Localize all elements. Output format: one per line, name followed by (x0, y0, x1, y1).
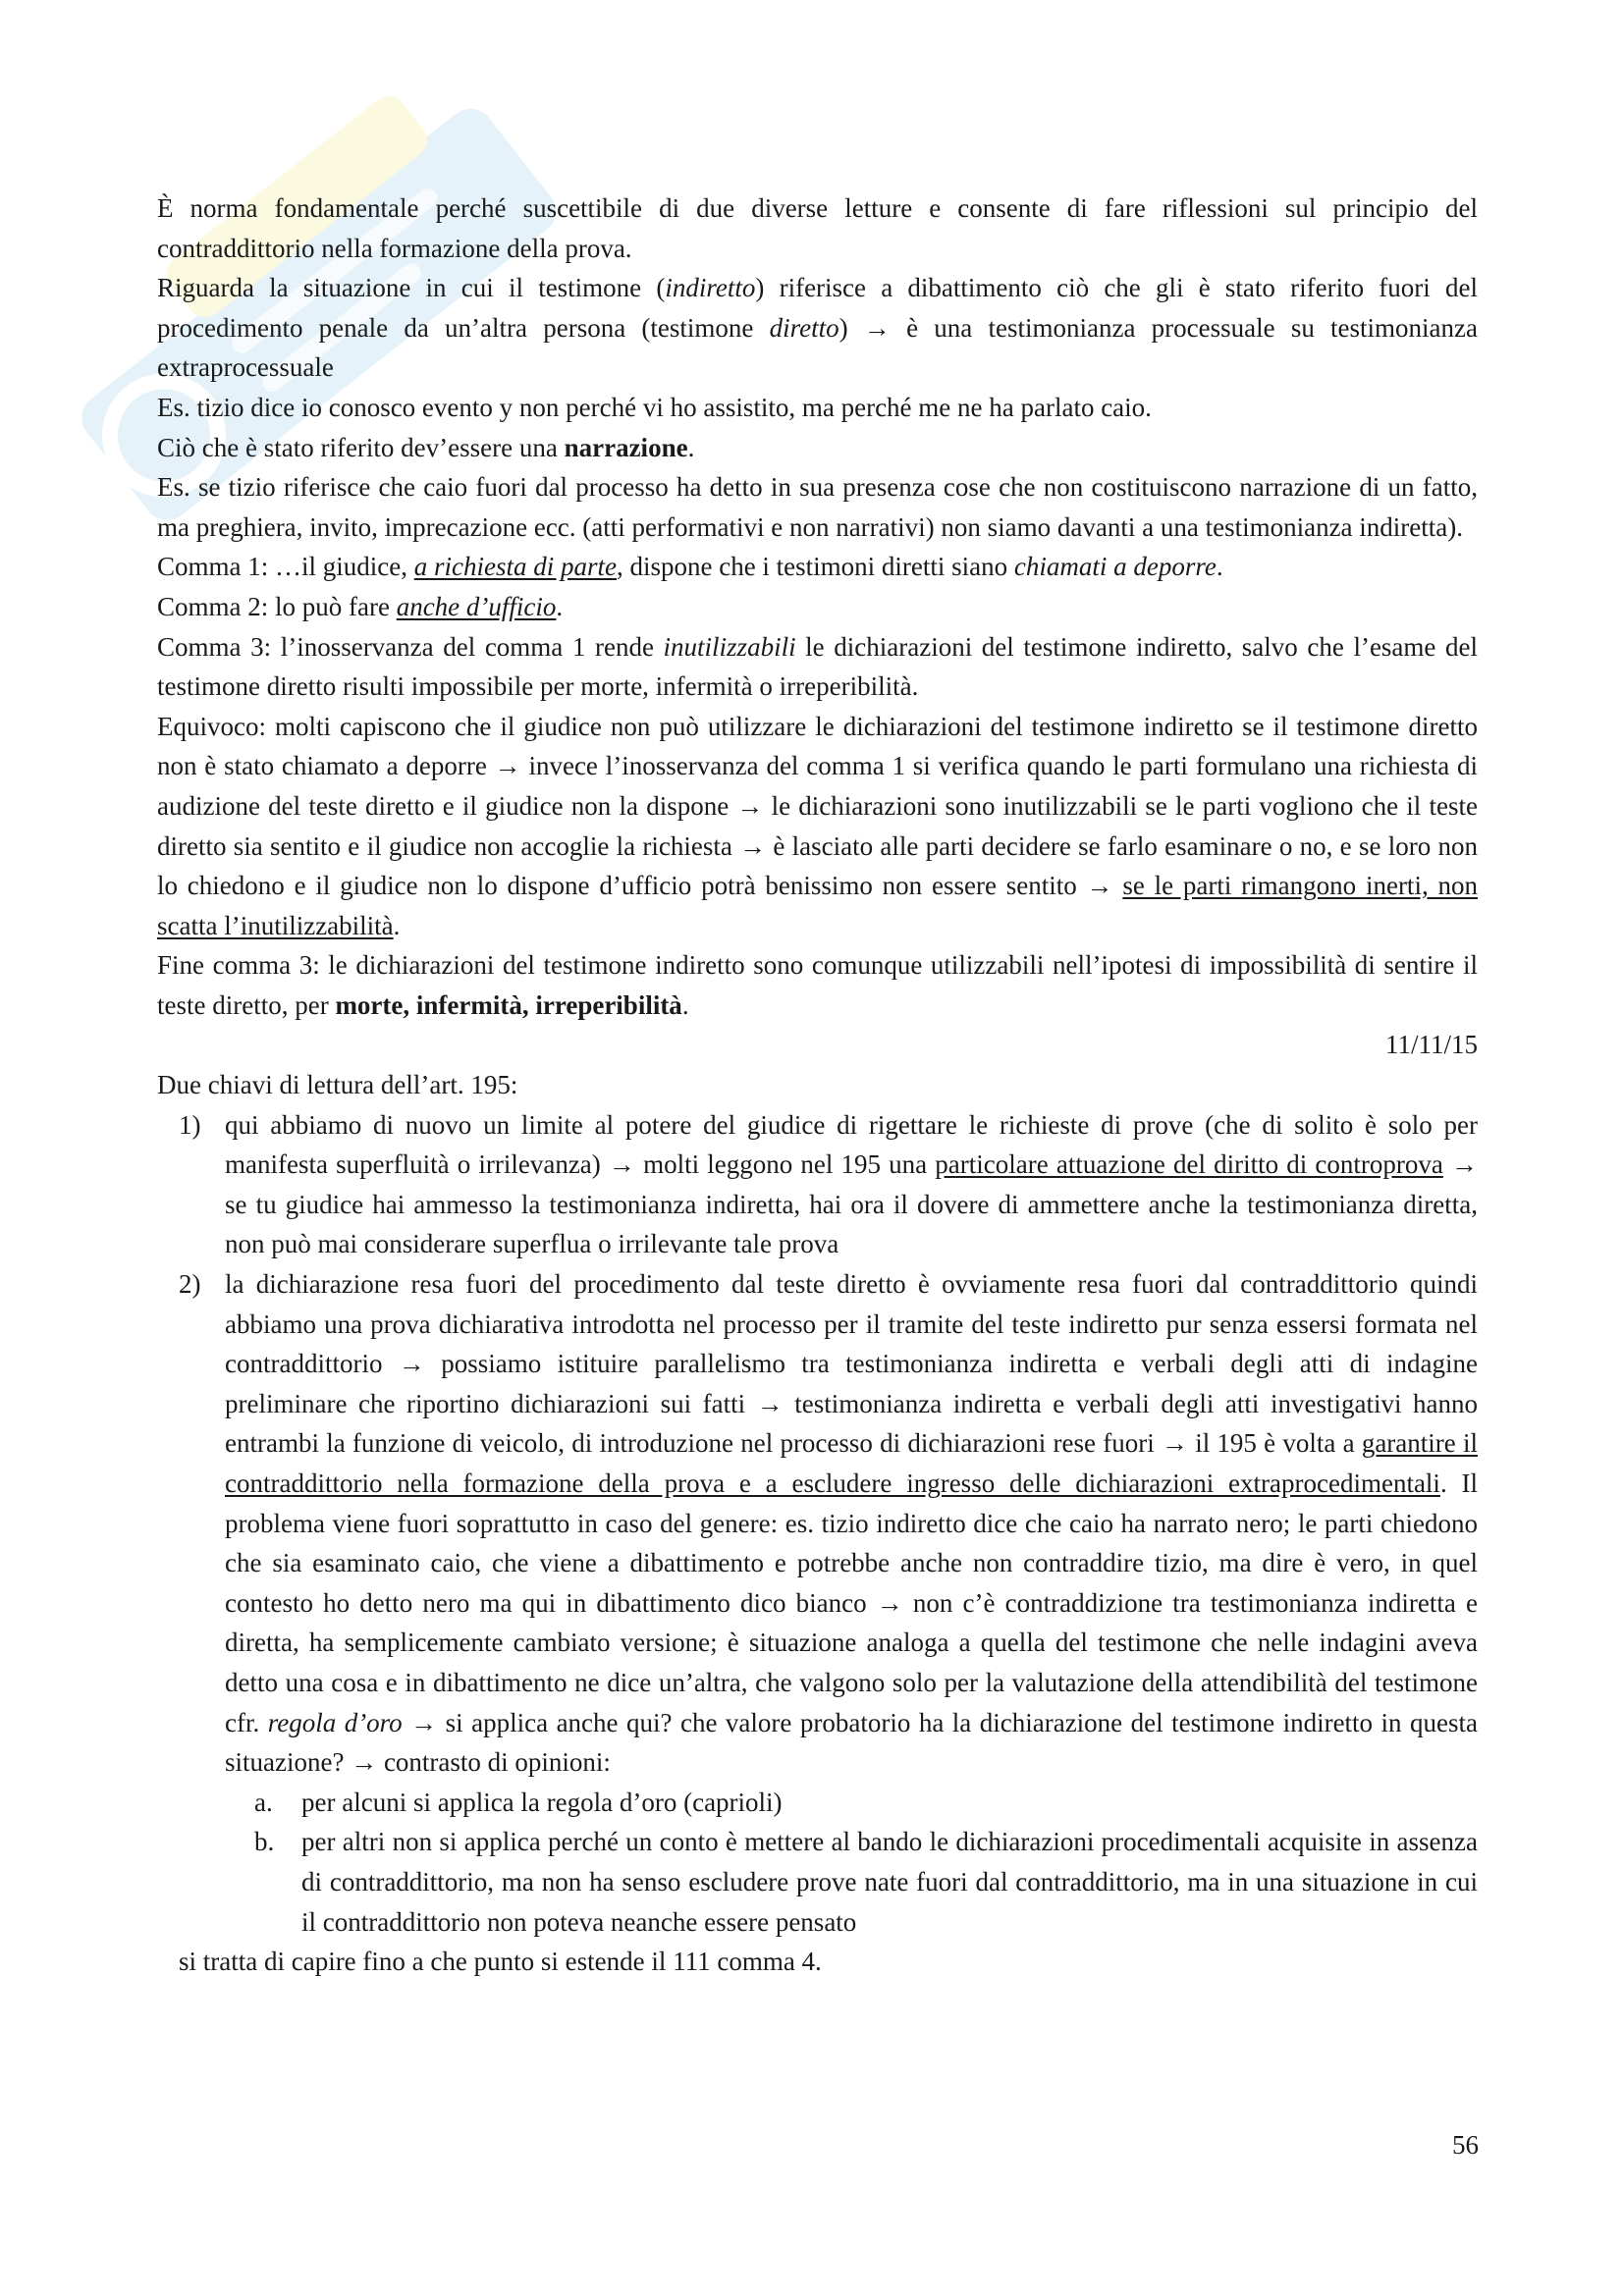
list-item-2: 2) la dichiarazione resa fuori del procedimento dal teste diretto è ovviamente resa fuori dal contraddittorio quindi abbiamo una prova dichiarativa introdotta nel processo per il tramite del teste indiretto pur senza essersi formata nel contraddittorio → possiamo istituire parallelismo tra testimonianza indiretta e verbali degli atti di indagine preliminare che riportino dichiarazioni sui fatti → testimonianza indiretta e verbali degli atti investigativi hanno entrambi la funzione di veicolo, di introduzione nel processo di dichiarazioni rese fuori → il 195 è volta a garantire il contraddittorio nella formazione della prova e a escludere ingresso delle dichiarazioni extraprocedimentali. Il problema viene fuori soprattutto in caso del genere: es. tizio indiretto dice che caio ha narrato nero; le parti chiedono che sia esaminato caio, che viene a dibattimento e potrebbe anche non contraddire tizio, ma dire è vero, in quel contesto ho detto nero ma qui in dibattimento dico bianco → non c’è contraddizione tra testimonianza indiretta e diretta, ha semplicemente cambiato versione; è situazione analoga a quella del testimone che nelle indagini aveva detto una cosa e in dibattimento ne dice un’altra, che valgono solo per la valutazione della attendibilità del testimone cfr. regola d’oro → si applica anche qui? che valore probatorio ha la dichiarazione del testimone indiretto in questa situazione? → contrasto di opinioni: a. per alcuni si applica la regola d’oro (caprioli) b. per altri non si applica perché un conto è mettere al bando le dichiarazioni procedimentali acquisite in assenza di contraddittorio, ma non ha senso escludere prove nate fuori dal contraddittorio, ma in una situazione in cui il contraddittorio non poteva neanche essere pensato (157, 1264, 1478, 1942)
paragraph-esempio-1: Es. tizio dice io conosco evento y non perché vi ho assistito, ma perché me ne ha parlato caio. (157, 392, 1152, 422)
list-marker: b. (254, 1827, 275, 1857)
paragraph-comma-1: Comma 1: …il giudice, a richiesta di parte, dispone che i testimoni diretti siano chiamati a deporre. (157, 552, 1223, 582)
sub-list-item-a: a. per alcuni si applica la regola d’oro (caprioli) (225, 1783, 1478, 1823)
paragraph-equivoco: Equivoco: molti capiscono che il giudice non può utilizzare le dichiarazioni del testimone indiretto se il testimone diretto non è stato chiamato a deporre → invece l’inosservanza del comma 1 si verifica quando le parti formulano una richiesta di audizione del teste diretto e il giudice non la dispone → le dichiarazioni sono inutilizzabili se le parti vogliono che il teste diretto sia sentito e il giudice non accoglie la richiesta → è lasciato alle parti decidere se farlo esaminare o no, e se loro non lo chiedono e il giudice non lo dispone d’ufficio potrà benissimo non essere sentito → se le parti rimangono inerti, non scatta l’inutilizzabilità. (157, 711, 1478, 940)
list-marker: a. (254, 1787, 273, 1817)
list-marker: 1) (179, 1109, 201, 1140)
paragraph-comma-2: Comma 2: lo può fare anche d’ufficio. (157, 591, 564, 621)
page-number: 56 (1452, 2130, 1479, 2160)
sub-list-item-b: b. per altri non si applica perché un conto è mettere al bando le dichiarazioni procedimentali acquisite in assenza di contraddittorio, ma non ha senso escludere prove nate fuori dal contraddittorio, ma in una situazione in cui il contraddittorio non poteva neanche essere pensato (225, 1822, 1478, 1942)
list-item-1: 1) qui abbiamo di nuovo un limite al potere del giudice di rigettare le richieste di prove (che di solito è solo per manifesta superfluità o irrilevanza) → molti leggono nel 195 una particolare attuazione del diritto di controprova → se tu giudice hai ammesso la testimonianza indiretta, hai ora il dovere di ammettere anche la testimonianza diretta, non può mai considerare superflua o irrilevante tale prova (157, 1105, 1478, 1264)
paragraph-intro: È norma fondamentale perché suscettibile di due diverse letture e consente di fare riflessioni sul principio del contraddittorio nella formazione della prova. (157, 193, 1478, 263)
paragraph-fine-comma-3: Fine comma 3: le dichiarazioni del testimone indiretto sono comunque utilizzabili nell’ipotesi di impossibilità di sentire il teste diretto, per morte, infermità, irreperibilità. (157, 950, 1478, 1020)
numbered-list (157, 1105, 1478, 1942)
paragraph-esempio-2: Es. se tizio riferisce che caio fuori dal processo ha detto in sua presenza cose che non costituiscono narrazione di un fatto, ma preghiera, invito, imprecazione ecc. (atti performativi e non narrativi) non siamo davanti a una testimonianza indiretta). (157, 472, 1478, 542)
document-body (157, 188, 1478, 1982)
paragraph-comma-3: Comma 3: l’inosservanza del comma 1 rende inutilizzabili le dichiarazioni del testimone indiretto, salvo che l’esame del testimone diretto risulti impossibile per morte, infermità o irreperibilità. (157, 631, 1478, 702)
list-marker: 2) (179, 1269, 201, 1300)
paragraph-conclusione: si tratta di capire fino a che punto si estende il 111 comma 4. (179, 1947, 822, 1977)
lecture-date: 11/11/15 (1385, 1030, 1478, 1060)
sub-list (225, 1783, 1478, 1942)
paragraph-narrazione: Ciò che è stato riferito dev’essere una narrazione. (157, 432, 695, 462)
paragraph-chiavi-lettura: Due chiavi di lettura dell’art. 195: (157, 1070, 518, 1100)
paragraph-situazione: Riguarda la situazione in cui il testimone (indiretto) riferisce a dibattimento ciò che gli è stato riferito fuori del procedimento penale da un’altra persona (testimone diretto) → è una testimonianza processuale su testimonianza extraprocessuale (157, 273, 1478, 383)
